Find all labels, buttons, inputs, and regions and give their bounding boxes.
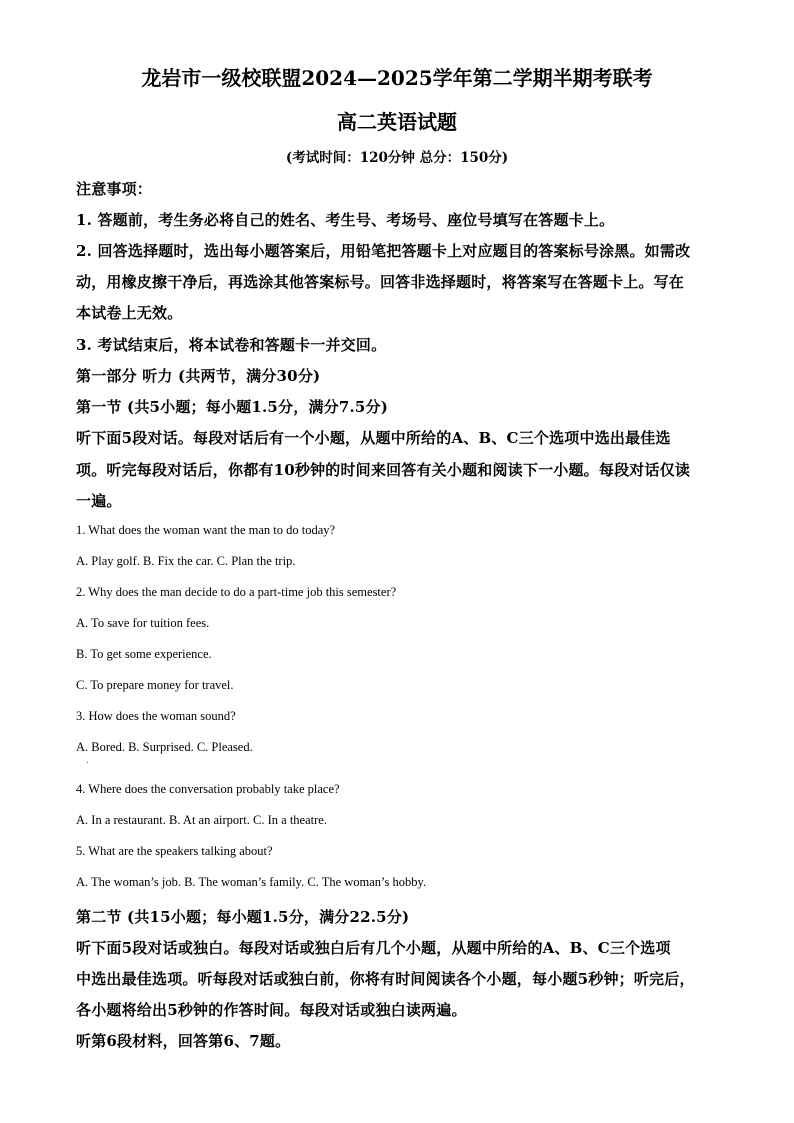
material-6-heading: 听第6段材料，回答第6、7题。 xyxy=(76,1032,291,1050)
section2-instructions: 各小题将给出5秒钟的作答时间。每段对话或独白读两遍。 xyxy=(76,1001,467,1019)
question-option: B. To get some experience. xyxy=(76,647,212,661)
section1-instructions: 一遍。 xyxy=(76,492,122,510)
section1-instructions: 项。听完每段对话后，你都有10秒钟的时间来回答有关小题和阅读下一小题。每段对话仅读 xyxy=(76,461,691,479)
notice-item: 2. 回答选择题时，选出每小题答案后，用铅笔把答题卡上对应题目的答案标号涂黑。如需改 xyxy=(76,242,691,260)
notice-item: 1. 答题前，考生务必将自己的姓名、考生号、考场号、座位号填写在答题卡上。 xyxy=(76,211,615,229)
notice-heading: 注意事项： xyxy=(76,180,153,198)
question-stem: 4. Where does the conversation probably take place? xyxy=(76,782,340,796)
question-options: A. Bored. B. Surprised. C. Pleased. xyxy=(76,740,253,754)
question-options: A. Play golf. B. Fix the car. C. Plan the trip. xyxy=(76,554,296,568)
exam-subtitle: 高二英语试题 xyxy=(337,110,457,134)
notice-item: 动，用橡皮擦干净后，再选涂其他答案标号。回答非选择题时，将答案写在答题卡上。写在 xyxy=(76,273,685,291)
exam-title: 龙岩市一级校联盟2024—2025学年第二学期半期考联考 xyxy=(141,66,653,90)
section2-instructions: 听下面5段对话或独白。每段对话或独白后有几个小题，从题中所给的A、B、C三个选项 xyxy=(76,939,671,957)
section2-instructions: 中选出最佳选项。听每段对话或独白前，你将有时间阅读各个小题，每小题5秒钟；听完后， xyxy=(76,970,695,988)
exam-info: (考试时间：120分钟 总分：150分) xyxy=(285,150,509,166)
question-stem: 5. What are the speakers talking about? xyxy=(76,844,273,858)
notice-item: 本试卷上无效。 xyxy=(76,304,183,322)
section1-instructions: 听下面5段对话。每段对话后有一个小题，从题中所给的A、B、C三个选项中选出最佳选 xyxy=(76,429,671,447)
question-stem: 3. How does the woman sound? xyxy=(76,709,236,723)
question-option: C. To prepare money for travel. xyxy=(76,678,234,692)
question-options: A. In a restaurant. B. At an airport. C. In a theatre. xyxy=(76,813,327,827)
question-option: A. To save for tuition fees. xyxy=(76,616,210,630)
section2-heading: 第二节 (共15小题；每小题1.5分，满分22.5分) xyxy=(76,908,410,926)
section1-heading: 第一节 (共5小题；每小题1.5分，满分7.5分) xyxy=(76,398,389,416)
question-stem: 1. What does the woman want the man to do today? xyxy=(76,523,336,537)
stray-dot xyxy=(87,762,88,763)
question-stem: 2. Why does the man decide to do a part-time job this semester? xyxy=(76,585,397,599)
question-options: A. The woman’s job. B. The woman’s family. C. The woman’s hobby. xyxy=(76,875,427,889)
part1-heading: 第一部分 听力 (共两节，满分30分) xyxy=(76,367,321,385)
notice-item: 3. 考试结束后，将本试卷和答题卡一并交回。 xyxy=(76,336,387,354)
